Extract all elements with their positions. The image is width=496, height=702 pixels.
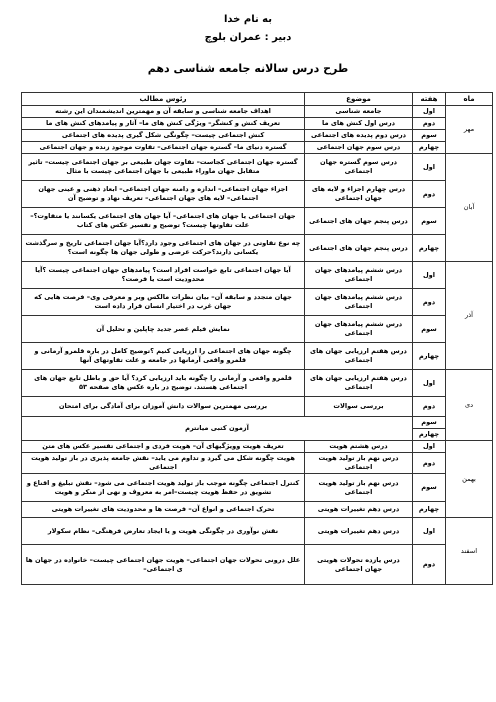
topic-cell: درس اول کنش های ما [305,118,413,130]
column-header-topic: موضوع [305,93,413,106]
week-cell: سوم [413,474,446,502]
week-cell: دوم [413,289,446,316]
content-cell: نمایش فیلم عصر جدید چاپلین و تحلیل آن [22,316,305,343]
week-cell: دوم [413,453,446,474]
content-cell: کنش اجتماعی چیست– چگونگی شکل گیری پدیده های اجتماعی [22,130,305,142]
lesson-plan-body [22,106,493,585]
column-header-content: رئوس مطالب [22,93,305,106]
week-cell: اول [413,262,446,289]
week-cell: سوم [413,316,446,343]
lesson-plan-table [21,92,493,585]
table-row [22,181,493,208]
table-row [22,130,493,142]
topic-cell: درس دهم تغییرات هویتی [305,518,413,545]
week-cell: اول [413,106,446,118]
teacher-name: دبیر : عمران بلوچ [204,32,292,43]
content-cell: تحرک اجتماعی و انواع آن– فرصت ها و محدودیت های تغییرات هویتی [22,502,305,518]
week-cell: اول [413,441,446,453]
month-cell: آذر [446,262,493,370]
week-cell: دوم [413,118,446,130]
content-cell: تعریف هویت وویژگیهای آن– هویت فردی و اجتماعی تفسیر عکس های متن [22,441,305,453]
topic-cell: درس دوم پدیده های اجتماعی [305,130,413,142]
topic-cell: درس نهم باز تولید هویت اجتماعی [305,474,413,502]
week-cell: دوم [413,181,446,208]
week-cell: سوم [413,130,446,142]
content-cell: اجزاء جهان اجتماعی– اندازه و دامنه جهان اجتماعی– ابعاد ذهنی و عینی جهان اجتماعی– لایه های جهان اجتماعی– تعریف نهاد و توضیح آن [22,181,305,208]
content-cell: چگونه جهان های اجتماعی را ارزیابی کنیم ؟توضیح کامل در باره قلمرو آرمانی و قلمرو واقعی آرمانها در جامعه و علت تفاوتهای آنها [22,343,305,370]
week-cell: چهارم [413,502,446,518]
week-cell: چهارم [413,142,446,154]
week-cell: چهارم [413,235,446,262]
topic-cell: جامعه شناسی [305,106,413,118]
month-cell: اسفند [446,518,493,585]
table-row [22,235,493,262]
week-cell: اول [413,154,446,181]
month-cell: بهمن [446,441,493,518]
content-cell: اهداف جامعه شناسی و سابقه آن و مهمترین اندیشمندان این رشته [22,106,305,118]
table-row [22,142,493,154]
content-cell: نقش نوآوری در چگونگی هویت و یا ایجاد تعارض فرهنگی– نظام سکولار [22,518,305,545]
week-cell: سوم [413,417,446,429]
table-row [22,453,493,474]
column-header-week: هفته [413,93,446,106]
topic-cell: درس سوم گستره جهان اجتماعی [305,154,413,181]
topic-cell: درس پنجم جهان های اجتماعی [305,235,413,262]
topic-cell: درس یازده تحولات هویتی جهان اجتماعی [305,545,413,585]
week-cell: دوم [413,545,446,585]
topic-cell: درس هشتم هویت [305,441,413,453]
column-header-month: ماه [446,93,493,106]
table-row [22,154,493,181]
table-row [22,208,493,235]
week-cell: اول [413,518,446,545]
topic-cell: درس پنجم جهان های اجتماعی [305,208,413,235]
month-cell: مهر [446,106,493,154]
month-cell: دی [446,370,493,441]
table-row [22,502,493,518]
topic-cell: درس ششم پیامدهای جهان اجتماعی [305,262,413,289]
topic-cell: بررسی سوالات [305,397,413,417]
table-row [22,106,493,118]
content-cell: قلمرو واقعی و آرمانی را چگونه باید ارزیابی کرد؟ آیا حق و باطل تابع جهان های اجتماعی هستند. توضیح در باره عکس های صفحه ۵۳ [22,370,305,397]
content-cell: تعریف کنش و کنشگر– ویژگی کنش های ما– آثار و پیامدهای کنش های ما [22,118,305,130]
topic-cell: درس سوم جهان اجتماعی [305,142,413,154]
table-row [22,343,493,370]
content-cell: گستره دنیای ما– گستره جهان اجتماعی– تفاوت موجود زنده و جهان اجتماعی [22,142,305,154]
topic-cell: درس چهارم اجزاء و لایه های جهان اجتماعی [305,181,413,208]
topic-cell: درس نهم باز تولید هویت اجتماعی [305,453,413,474]
table-row [22,316,493,343]
topic-cell: درس ششم پیامدهای جهان اجتماعی [305,289,413,316]
topic-cell: درس دهم تغییرات هویتی [305,502,413,518]
table-row [22,417,493,429]
week-cell: چهارم [413,343,446,370]
week-cell: چهارم [413,429,446,441]
table-row [22,474,493,502]
content-cell: هویت چگونه شکل می گیرد و تداوم می یابد– نقش جامعه پذیری در باز تولید هویت اجتماعی [22,453,305,474]
table-row [22,370,493,397]
week-cell: دوم [413,397,446,417]
content-cell: بررسی مهمترین سوالات دانش آموزان برای آمادگی برای امتحان [22,397,305,417]
topic-cell: درس ششم پیامدهای جهان اجتماعی [305,316,413,343]
table-row [22,397,493,417]
week-cell: اول [413,370,446,397]
content-cell: علل درونی تحولات جهان اجتماعی– هویت جهان اجتماعی چیست– خانواده در جهان ها ی اجتماعی– [22,545,305,585]
table-header-row [22,93,493,106]
plan-title: طرح درس سالانه جامعه شناسی دهم [147,62,349,75]
week-cell: سوم [413,208,446,235]
content-cell: گستره جهان اجتماعی کجاست– تفاوت جهان طبیعی بر جهان اجتماعی چیست– تاثیر متقابل جهان ماوراء طبیعی با جهان اجتماعی چیست با مثال [22,154,305,181]
table-row [22,545,493,585]
content-cell: جهان متجدد و سابقه آن– بیان نظرات مالکس وبر و معرفی وی– فرصت هایی که جهان غرب در اختیار انسان قرار داده است [22,289,305,316]
midterm-exam-cell: آزمون کتبی میانترم [22,417,413,441]
month-cell: آبان [446,154,493,262]
table-row [22,441,493,453]
table-row [22,118,493,130]
topic-cell: درس هفتم ارزیابی جهان های اجتماعی [305,370,413,397]
topic-cell: درس هفتم ارزیابی جهان های اجتماعی [305,343,413,370]
content-cell: کنترل اجتماعی چگونه موجب باز تولید هویت اجتماعی می شود– نقش تبلیغ و اقناع و تشویق در حفظ هویت چیست–امر به معروف و نهی از منکر و هویت [22,474,305,502]
basmala-heading: به نام خدا [223,14,273,25]
content-cell: چه نوع تفاوتی در جهان های اجتماعی وجود دارد؟آیا جهان اجتماعی تاریخ و سرگذشت یکسانی دارند؟حرکت عرضی و طولی جهان ها چگونه است؟ [22,235,305,262]
content-cell: آیا جهان اجتماعی تابع خواست افراد است؟ پیامدهای جهان اجتماعی چیست ؟آیا محدودیت است یا فرصت؟ [22,262,305,289]
table-row [22,262,493,289]
table-row [22,518,493,545]
content-cell: جهان اجتماعی یا جهان های اجتماعی– آیا جهان های اجتماعی یکسانند یا متفاوت؟– علت تفاوتها چیست؟ توضیح و تفسیر عکس های کتاب [22,208,305,235]
table-row [22,289,493,316]
